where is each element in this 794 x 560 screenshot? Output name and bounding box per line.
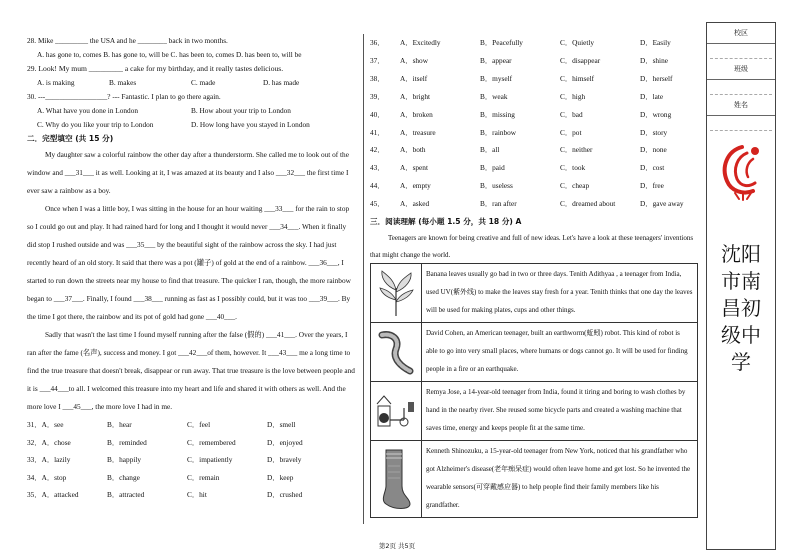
option: C．impatiently bbox=[187, 455, 233, 465]
option: B．missing bbox=[480, 109, 515, 119]
option: D．shine bbox=[640, 55, 668, 65]
option: B. How about your trip to London bbox=[191, 106, 291, 115]
campus-label: 校区 bbox=[707, 23, 775, 44]
option: B．useless bbox=[480, 181, 513, 191]
option: A．bright bbox=[400, 91, 430, 101]
question-30: 30. ---_________________? --- Fantastic. I plan to go there again. bbox=[27, 92, 221, 101]
option-row bbox=[370, 34, 700, 52]
invention-row bbox=[370, 264, 698, 323]
option: C．neither bbox=[560, 145, 593, 155]
invention-text: Banana leaves usually go bad in two or three days. Tenith Adithyaa , a teenager from India, used UV(紫外线) to make the leaves stay fresh for a year. Tenith thinks that one day the leaves will be used for making plates, cups and other things. bbox=[426, 270, 693, 314]
sock-sensor-illustration bbox=[371, 441, 422, 517]
option: 33．A．lazily bbox=[27, 455, 71, 465]
earthworm-robot-illustration bbox=[371, 323, 422, 381]
bicycle-washer-illustration bbox=[371, 382, 422, 440]
option: 31．A．see bbox=[27, 420, 64, 429]
option-number: 36． bbox=[370, 38, 385, 47]
cloze-paragraph-3: Sadly that wasn't the last time I found myself running after the false (假的) ___41___. Over the years, I ran after the fame (名声), success and money. I got ___42___of them, however. It ___43___ me a long time to find the true treasure that doesn't break, disappear or run away. That true treasure is the love between people and it is ___44___to all. I welcomed this treasure into my heart and life and shared it with others as well. And the more love I ___45___, the more love I had in me. bbox=[27, 330, 355, 411]
cloze-paragraph-2: Once when I was a little boy, I was sitting in the house for an hour waiting ___33___ for the rain to stop so I could go out and play. It had rained hard for long and I thought it would never ___34___. When it finally did stop I rushed outside and was ___35___ by the beautiful sight of the rainbow across the sky. I had just recently heard of an old story. It said that there was a pot (罐子) of gold at the end of a rainbow. ___36___, I started to run down the streets near my house to find that treasure. The quicker I ran, though, the more rainbow began to ___37___. Finally, I found ___38___ running as fast as I possibly could, but it was too ___39___. By the time I got there, the rainbow and its pot of gold had gone ___40___. bbox=[27, 204, 351, 321]
option: C．Quietly bbox=[560, 38, 595, 47]
reading-intro: Teenagers are known for being creative and full of new ideas. Let's have a look at these teenagers' inventions that might change the world. bbox=[370, 234, 694, 260]
option-row bbox=[27, 451, 357, 469]
cloze-options-31-35 bbox=[27, 416, 357, 504]
option: A．treasure bbox=[400, 127, 436, 137]
invention-row bbox=[370, 323, 698, 382]
option: C．took bbox=[560, 163, 586, 173]
option: B．change bbox=[107, 472, 140, 482]
option: A．spent bbox=[400, 163, 428, 173]
option: A．asked bbox=[400, 199, 430, 209]
option-number: 43． bbox=[370, 163, 385, 173]
option: D．enjoyed bbox=[267, 437, 303, 447]
option: B．myself bbox=[480, 73, 513, 83]
option: C．himself bbox=[560, 73, 595, 83]
option: A．empty bbox=[400, 181, 431, 191]
option: D．Easily bbox=[640, 38, 671, 47]
option: A．both bbox=[400, 145, 426, 155]
class-label: 班级 bbox=[707, 59, 775, 80]
invention-text: Remya Jose, a 14-year-old teenager from India, found it tiring and boring to wash clothes by hand in the nearby river. She reused some bicycle parts and created a washing machine that saves time, energy and keeps people fit at the same time. bbox=[426, 388, 686, 432]
option: B．happily bbox=[107, 455, 142, 465]
invention-row bbox=[370, 441, 698, 518]
option: C．pot bbox=[560, 127, 582, 137]
option: B. makes bbox=[109, 78, 137, 87]
invention-text: Kenneth Shinozuku, a 15-year-old teenager from New York, noticed that his grandfather who got Alzheimer's disease(老年痴呆症) would often leave home and get lost. So he invented the wearable sensors(可穿戴感应器) to help people find their family members like his grandfather. bbox=[426, 447, 691, 509]
option-row bbox=[370, 195, 700, 213]
option: D．wrong bbox=[640, 109, 672, 119]
option: 32．A．chose bbox=[27, 437, 71, 447]
inventions-table bbox=[370, 263, 698, 518]
option: B．hear bbox=[107, 420, 132, 429]
option: C．bad bbox=[560, 109, 583, 119]
option: D. How long have you stayed in London bbox=[191, 120, 310, 129]
option: C．remain bbox=[187, 472, 220, 482]
school-name: 沈阳市南昌初级中学 bbox=[721, 242, 761, 374]
option: D．keep bbox=[267, 472, 294, 482]
name-field[interactable] bbox=[710, 116, 772, 131]
option: B．attracted bbox=[107, 490, 145, 500]
class-field[interactable] bbox=[710, 80, 772, 95]
option: B．all bbox=[480, 145, 500, 155]
option-number: 42． bbox=[370, 145, 385, 155]
option: D．cost bbox=[640, 163, 665, 173]
option-number: 39． bbox=[370, 91, 385, 101]
invention-text: David Cohen, an American teenager, built an earthworm(蚯蚓) robot. This kind of robot is able to go into very small places, where humans or dogs cannot go. It will be used for finding people in a fire or an earthquake. bbox=[426, 329, 688, 373]
option: B．appear bbox=[480, 55, 512, 65]
question-29: 29. Look! My mum _________ a cake for my birthday, and it really tastes delicious. bbox=[27, 64, 284, 73]
column-divider bbox=[363, 34, 364, 524]
option: A. What have you done in London bbox=[37, 106, 138, 115]
option: C．feel bbox=[187, 420, 211, 429]
option: B．ran after bbox=[480, 199, 517, 209]
section-3-heading: 三．阅读理解 (每小题 1.5 分，共 18 分) A bbox=[370, 217, 522, 227]
banana-leaf-illustration bbox=[371, 264, 422, 322]
option: 34．A．stop bbox=[27, 472, 67, 482]
campus-field[interactable] bbox=[710, 44, 772, 59]
option: A．itself bbox=[400, 73, 428, 83]
option: C．disappear bbox=[560, 55, 601, 65]
option-row bbox=[370, 159, 700, 177]
option-number: 44． bbox=[370, 181, 385, 191]
option: D．herself bbox=[640, 73, 673, 83]
option: D．gave away bbox=[640, 199, 684, 209]
option: C．remembered bbox=[187, 437, 236, 447]
question-28: 28. Mike _________ the USA and he ________ back in two months. bbox=[27, 36, 228, 45]
option-row bbox=[370, 106, 700, 124]
option-row bbox=[370, 177, 700, 195]
option: C．cheap bbox=[560, 181, 590, 191]
option-row bbox=[370, 124, 700, 142]
option: A．broken bbox=[400, 109, 433, 119]
question-28-options: A. has gone to, comes B. has gone to, will be C. has been to, comes D. has been to, will be bbox=[37, 50, 302, 59]
option: A．show bbox=[400, 55, 428, 65]
option-number: 41． bbox=[370, 127, 385, 137]
option: C. made bbox=[191, 78, 216, 87]
option-row bbox=[370, 141, 700, 159]
option-row bbox=[27, 486, 357, 504]
name-label: 姓名 bbox=[707, 95, 775, 116]
page-footer: 第2页 共5页 bbox=[378, 542, 416, 550]
option-number: 40． bbox=[370, 109, 385, 119]
section-2-heading: 二．完型填空 (共 15 分) bbox=[27, 134, 114, 143]
option-row bbox=[370, 88, 700, 106]
question-30-options-cd bbox=[27, 118, 357, 132]
option: D．crushed bbox=[267, 490, 303, 500]
option: B．rainbow bbox=[480, 127, 517, 137]
option-row bbox=[370, 70, 700, 88]
option: B．weak bbox=[480, 91, 508, 101]
student-info-sidebar bbox=[706, 22, 776, 550]
option: A. is making bbox=[37, 78, 75, 87]
option: D．story bbox=[640, 127, 668, 137]
option: C. Why do you like your trip to London bbox=[37, 120, 154, 129]
option: C．dreamed about bbox=[560, 199, 616, 209]
option-row bbox=[27, 469, 357, 487]
cloze-options-36-45 bbox=[370, 34, 700, 213]
option-row bbox=[27, 416, 357, 434]
option: 35．A．attacked bbox=[27, 490, 79, 500]
option: C．high bbox=[560, 91, 586, 101]
question-30-options-ab bbox=[27, 104, 357, 118]
cloze-paragraph-1: My daughter saw a colorful rainbow the other day after a thunderstorm. She called me to look out of the window and ___31___ it as well. Looking at it, I was amazed at its beauty and I also ___32___ the first time I ever saw a rainbow as a boy. bbox=[27, 150, 349, 195]
option: D．none bbox=[640, 145, 667, 155]
option: B．reminded bbox=[107, 437, 147, 447]
right-column bbox=[370, 34, 700, 264]
option: B．paid bbox=[480, 163, 505, 173]
option: C．hit bbox=[187, 490, 207, 500]
option-number: 45． bbox=[370, 199, 385, 209]
option-number: 37． bbox=[370, 55, 385, 65]
option-row bbox=[370, 52, 700, 70]
option: B．Peacefully bbox=[480, 38, 523, 47]
invention-row bbox=[370, 382, 698, 441]
option-row bbox=[27, 434, 357, 452]
option: D．smell bbox=[267, 420, 296, 429]
left-column bbox=[27, 34, 357, 504]
option-number: 38． bbox=[370, 73, 385, 83]
school-logo bbox=[717, 141, 767, 206]
option: D. has made bbox=[263, 78, 300, 87]
question-29-options bbox=[27, 76, 357, 90]
option: A．Excitedly bbox=[400, 38, 441, 47]
option: D．bravely bbox=[267, 455, 302, 465]
option: D．late bbox=[640, 91, 664, 101]
option: D．free bbox=[640, 181, 664, 191]
